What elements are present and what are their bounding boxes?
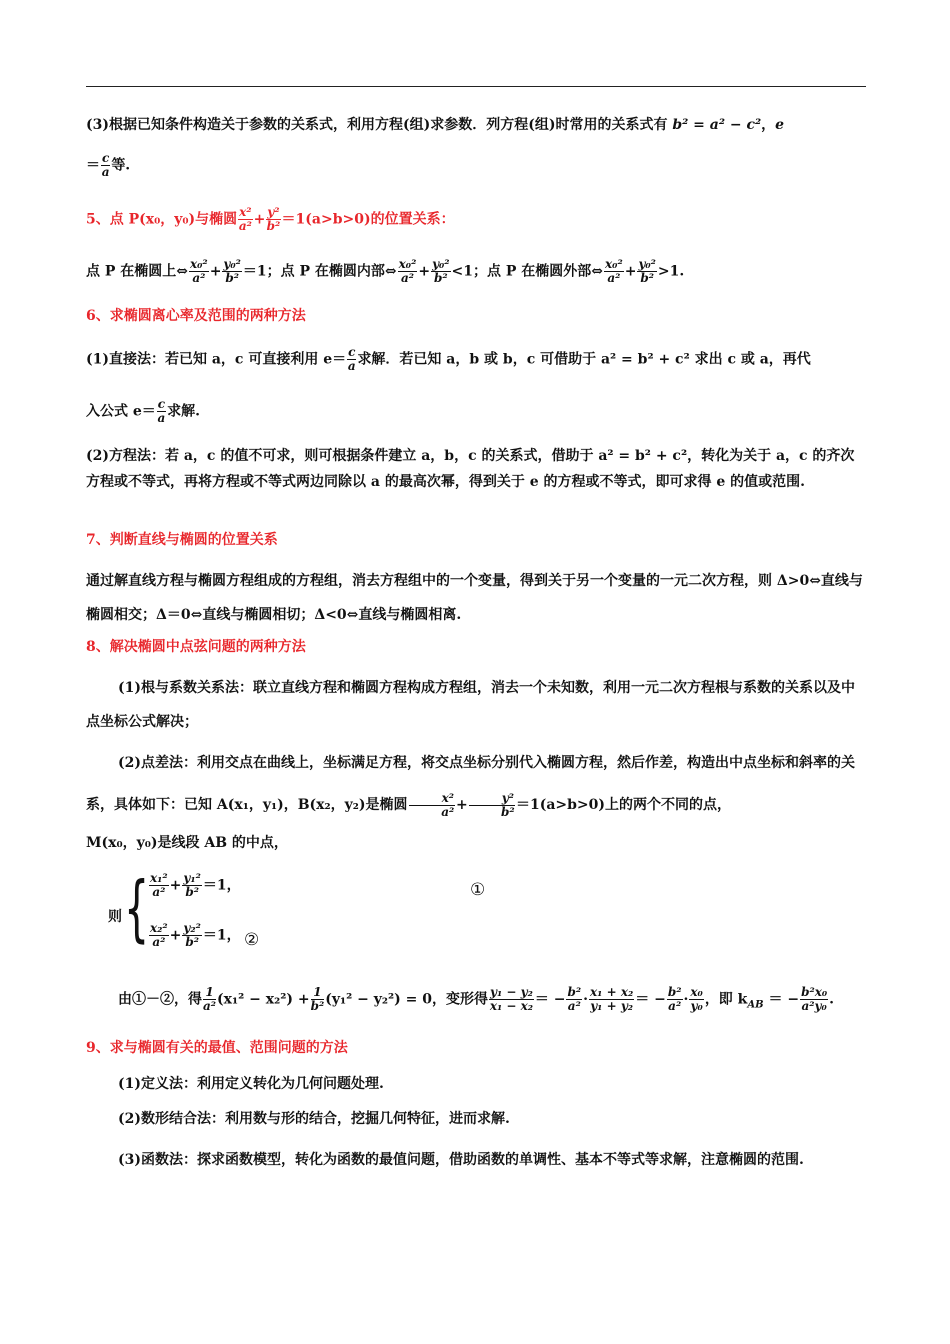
frac-den: a² [441, 804, 455, 819]
fraction [469, 792, 515, 819]
p3-e: e [775, 117, 785, 133]
fraction [311, 986, 325, 1013]
s6-m1-c: 入公式 e＝ [86, 403, 156, 420]
d-b: (x₁² − x₂²) + [217, 991, 310, 1008]
fraction [238, 206, 252, 233]
s5-on-b: ＝1；点 P 在椭圆内部⇔ [242, 263, 397, 280]
fraction [637, 258, 656, 285]
d-d: ＝ − [534, 991, 566, 1008]
frac-num: y₀² [638, 257, 656, 271]
section-6-method-1 [86, 346, 868, 373]
fraction [266, 206, 280, 233]
fraction [489, 986, 534, 1013]
fraction [398, 258, 418, 285]
fraction [149, 922, 169, 949]
frac-num: x₀² [605, 257, 623, 271]
frac-den: x₁ − x₂ [489, 999, 534, 1013]
frac-num: c [102, 151, 110, 165]
frac-num: x₀² [398, 257, 417, 271]
fraction [800, 986, 828, 1013]
s6-m1-d: 求解. [167, 403, 200, 420]
frac-num: y₂² [183, 921, 201, 935]
frac-num: x₂² [150, 921, 168, 935]
section-8-midpoint: M(x₀，y₀)是线段 AB 的中点， [86, 835, 288, 851]
fraction [149, 872, 169, 899]
eq-tail: ＝1， [202, 927, 241, 944]
frac-den: a² [668, 999, 682, 1013]
header-rule [86, 86, 866, 87]
s5-out-b: >1. [657, 263, 685, 280]
fraction [689, 986, 703, 1013]
fraction [604, 258, 624, 285]
section-9-title: 9、求与椭圆有关的最值、范围问题的方法 [86, 1040, 348, 1056]
s5-on-a: 点 P 在椭圆上⇔ [86, 263, 189, 280]
fraction [189, 258, 209, 285]
circled-two: ② [244, 930, 260, 950]
d-a: 由①－②，得 [118, 991, 202, 1008]
d-sub: AB [747, 999, 764, 1011]
frac-den: b² [433, 271, 448, 285]
plus: + [253, 211, 266, 228]
section-7-title: 7、判断直线与椭圆的位置关系 [86, 532, 278, 548]
system-brace: { [124, 866, 150, 950]
fraction [222, 258, 241, 285]
fraction [347, 346, 356, 373]
paragraph-3-cont [86, 152, 868, 179]
frac-num: 1 [203, 986, 216, 1000]
frac-den: a² [238, 219, 252, 233]
frac-num: x² [239, 205, 252, 219]
fraction [667, 986, 683, 1013]
section-9-method-1: (1)定义法：利用定义转化为几何问题处理. [118, 1076, 384, 1092]
fraction [409, 792, 455, 819]
derivation [118, 986, 878, 1018]
frac-num: 1 [311, 986, 325, 1000]
section-6-title: 6、求椭圆离心率及范围的两种方法 [86, 308, 306, 324]
frac-num: b² [667, 985, 682, 999]
frac-den: b² [185, 885, 199, 899]
section-7-body: 通过解直线方程与椭圆方程组成的方程组，消去方程组中的一个变量，得到关于另一个变量的一元二次方程，则 Δ>0⇔直线与椭圆相交；Δ＝0⇔直线与椭圆相切；Δ<0⇔直线与椭圆相离. [86, 573, 863, 623]
section-9-method-2: (2)数形结合法：利用数与形的结合，挖掘几何特征，进而求解. [118, 1111, 510, 1127]
p3-tail: 等. [111, 157, 131, 174]
frac-den: a²y₀ [801, 999, 827, 1013]
frac-num: y₁² [183, 871, 201, 885]
s5-title-a: 5、点 P(x₀，y₀)与椭圆 [86, 211, 238, 228]
d-g: ，即 k [704, 991, 748, 1008]
fraction [203, 986, 216, 1013]
system-eq-2: $\frac{\text{x₂²}}{\text{a²}}$ + $\frac{\text{y₂²}}{\text{b²}}$ ＝1， [150, 921, 241, 949]
fraction [589, 986, 634, 1013]
frac-den: b² [310, 999, 325, 1013]
s6-m1-a: (1)直接法：若已知 a，c 可直接利用 e＝ [86, 351, 347, 368]
frac-den: a² [203, 999, 217, 1013]
fraction [182, 872, 201, 899]
d-e: ＝ − [635, 991, 666, 1008]
d-h: ＝ − [763, 991, 800, 1008]
section-8-title: 8、解决椭圆中点弦问题的两种方法 [86, 639, 306, 655]
fraction [101, 152, 110, 179]
fraction [157, 398, 166, 425]
frac-num: y₁ − y₂ [490, 985, 533, 999]
frac-den: b² [185, 935, 199, 949]
frac-num: x² [409, 792, 455, 806]
section-8-method-2: (2)点差法：利用交点在曲线上，坐标满足方程，将交点坐标分别代入椭圆方程，然后作差，构造出中点坐标和斜率的关系，具体如下：已知 A(x₁，y₁)，B(x₂，y₂)是椭圆 $\frac{\text{x²}}{\text{a²}}$ + $\frac{\text{y²}}{\text{b²}}$ ＝1(a>b>0)上的两个不同的点， [86, 755, 855, 819]
fraction [431, 258, 450, 285]
frac-den: a² [607, 271, 621, 285]
frac-den: b² [640, 271, 654, 285]
s5-title-b: ＝1(a>b>0)的位置关系： [281, 211, 455, 228]
frac-den: b² [501, 804, 515, 819]
section-6-method-2: (2)方程法：若 a，c 的值不可求，则可根据条件建立 a，b，c 的关系式，借助于 a² = b² + c²，转化为关于 a，c 的齐次方程或不等式，再将方程或不等式两边同除以 a 的最高次幂，得到关于 e 的方程或不等式，即可求得 e 的值或范围. [86, 448, 855, 490]
eq-tail: ＝1， [202, 877, 241, 894]
frac-den: b² [225, 271, 239, 285]
frac-num: b²x₀ [801, 985, 828, 999]
section-9-method-3: (3)函数法：探求函数模型，转化为函数的最值问题，借助函数的单调性、基本不等式等求解，注意椭圆的范围. [118, 1152, 804, 1168]
fraction [182, 922, 201, 949]
frac-num: x₀² [190, 257, 208, 271]
frac-den: b² [266, 219, 281, 233]
frac-num: x₁² [150, 871, 168, 885]
frac-den: a [157, 411, 166, 425]
section-8-method-1: (1)根与系数关系法：联立直线方程和椭圆方程构成方程组，消去一个未知数，利用一元二次方程根与系数的关系以及中点坐标公式解决； [86, 680, 855, 730]
frac-num: x₁ + x₂ [590, 985, 634, 999]
system-then: 则 [108, 909, 122, 925]
frac-den: y₀ [690, 999, 703, 1013]
s8-m2-b: ＝1(a>b>0)上的两个不同的点， [515, 797, 732, 813]
section-5-title [86, 206, 868, 233]
frac-num: y₀² [223, 257, 241, 271]
frac-num: y² [469, 792, 515, 806]
frac-num: y² [267, 205, 280, 219]
frac-den: a² [152, 885, 166, 899]
d-end: . [829, 991, 835, 1008]
frac-den: y₁ + y₂ [590, 999, 634, 1013]
frac-den: a [101, 165, 110, 179]
p3-eq: ＝ [86, 157, 100, 174]
section-6-method-1-cont [86, 398, 868, 425]
d-dot: · [683, 991, 689, 1008]
p3-text: (3)根据已知条件构造关于参数的关系式，利用方程(组)求参数．列方程(组)时常用的关系式有 [86, 117, 673, 133]
frac-den: a² [192, 271, 206, 285]
p3-sep: ， [761, 117, 776, 133]
s8-m2-a: (2)点差法：利用交点在曲线上，坐标满足方程，将交点坐标分别代入椭圆方程，然后作差，构造出中点坐标和斜率的关系，具体如下：已知 A(x₁，y₁)，B(x₂，y₂)是椭圆 [86, 755, 855, 813]
frac-num: x₀ [690, 985, 703, 999]
d-c: (y₁² − y₂²) = 0，变形得 [325, 991, 488, 1008]
circled-one: ① [470, 880, 486, 900]
frac-den: a² [400, 271, 414, 285]
s5-in-b: <1；点 P 在椭圆外部⇔ [451, 263, 604, 280]
frac-den: a [347, 359, 356, 373]
d-dot: · [583, 991, 589, 1008]
frac-den: a² [152, 935, 166, 949]
frac-num: c [157, 397, 166, 411]
frac-num: c [348, 345, 356, 359]
fraction [566, 986, 582, 1013]
p3-relation: b² = a² − c² [672, 117, 762, 133]
s6-m1-b: 求解．若已知 a，b 或 b，c 可借助于 a² = b² + c² 求出 c 或 a，再代 [357, 351, 811, 368]
system-eq-1: $\frac{\text{x₁²}}{\text{a²}}$ + $\frac{\text{y₁²}}{\text{b²}}$ ＝1， [150, 871, 241, 899]
frac-num: y₀² [432, 257, 450, 271]
section-5-body: 点 P 在椭圆上⇔ $\frac{\text{x₀²}}{\text{a²}}$ + $\frac{\text{y₀²}}{\text{b²}}$ ＝1；点 P 在椭圆内部⇔ $\frac{\text{x₀²}}{\text{a²}}$ + $\frac{\text{y₀²}}{\text{b²}}$ <1；点 P 在椭圆外部⇔ $\frac{\text{x₀²}}{\text{a²}}$ + $\frac{\text{y₀²}}{\text{b²}}$ >1. [86, 257, 685, 285]
frac-den: a² [567, 999, 581, 1013]
paragraph-3 [86, 112, 868, 138]
frac-num: b² [567, 985, 582, 999]
